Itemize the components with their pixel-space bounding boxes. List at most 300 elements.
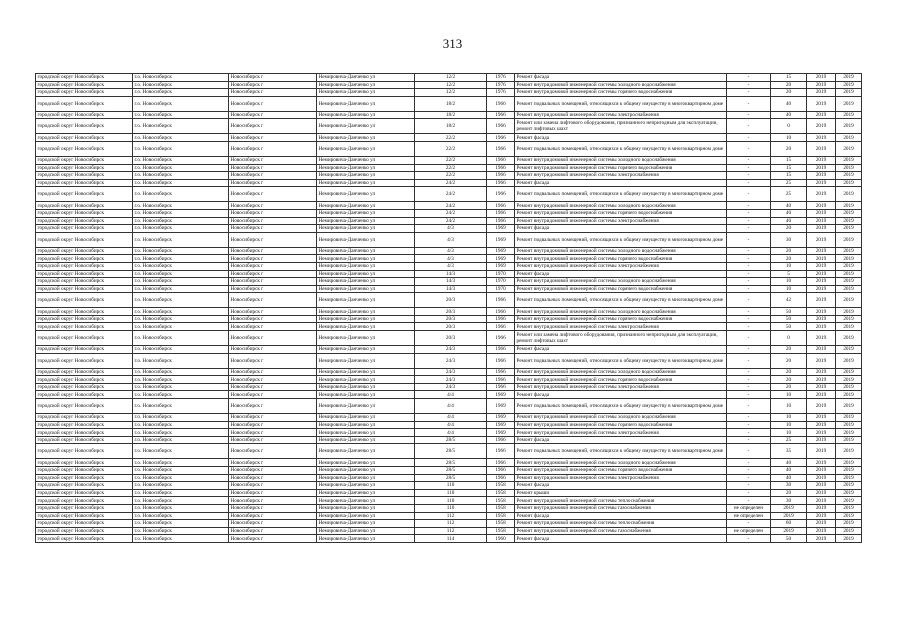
cell-amount: 5 (771, 270, 807, 278)
cell-amount: 20 (771, 81, 807, 89)
cell-street: Немировича-Данченко ул (317, 520, 415, 528)
table-row (36, 156, 862, 164)
cell-house: 24/3 (415, 346, 487, 354)
table-row (36, 255, 862, 263)
cell-year: 1969 (487, 391, 515, 399)
cell-work-type: Ремонт фасада (515, 535, 727, 543)
table-row (36, 89, 862, 97)
cell-house: 12/2 (415, 81, 487, 89)
cell-amount: 40 (771, 111, 807, 119)
cell-house: 24/2 (415, 187, 487, 202)
table-row (36, 383, 862, 391)
cell-locality: г.о. Новосибирск (133, 74, 229, 82)
cell-note: - (727, 391, 771, 399)
cell-house: 28/5 (415, 459, 487, 467)
cell-note: - (727, 520, 771, 528)
cell-note: - (727, 474, 771, 482)
cell-district: городской округ Новосибирск (36, 376, 133, 384)
cell-district: городской округ Новосибирск (36, 467, 133, 475)
cell-start-year: 2019 (807, 141, 836, 156)
cell-note: - (727, 331, 771, 346)
cell-city: Новосибирск г (229, 489, 317, 497)
cell-amount: 20 (771, 353, 807, 368)
cell-house: 4/3 (415, 247, 487, 255)
cell-end-year: 2019 (836, 315, 862, 323)
cell-work-type: Ремонт или замена лифтового оборудования, признанного непригодным для эксплуатации, ремонт лифтовых шахт (515, 119, 727, 134)
cell-year: 1958 (487, 489, 515, 497)
cell-work-type: Ремонт внутридомовой инженерной системы горячего водоснабжения (515, 89, 727, 97)
cell-city: Новосибирск г (229, 232, 317, 247)
cell-locality: г.о. Новосибирск (133, 353, 229, 368)
cell-start-year: 2019 (807, 217, 836, 225)
cell-district: городской округ Новосибирск (36, 141, 133, 156)
cell-district: городской округ Новосибирск (36, 270, 133, 278)
cell-work-type: Ремонт внутридомовой инженерной системы электроснабжения (515, 323, 727, 331)
cell-house: 20/3 (415, 331, 487, 346)
cell-amount: 10 (771, 278, 807, 286)
cell-city: Новосибирск г (229, 383, 317, 391)
cell-street: Немировича-Данченко ул (317, 164, 415, 172)
cell-locality: г.о. Новосибирск (133, 459, 229, 467)
cell-city: Новосибирск г (229, 270, 317, 278)
table-row (36, 308, 862, 316)
cell-work-type: Ремонт внутридомовой инженерной системы холодного водоснабжения (515, 308, 727, 316)
cell-note: - (727, 353, 771, 368)
cell-house: 20/3 (415, 308, 487, 316)
cell-work-type: Ремонт фасада (515, 225, 727, 233)
cell-note: - (727, 164, 771, 172)
cell-end-year: 2019 (836, 141, 862, 156)
cell-street: Немировича-Данченко ул (317, 376, 415, 384)
cell-end-year: 2019 (836, 414, 862, 422)
cell-start-year: 2019 (807, 421, 836, 429)
table-row (36, 489, 862, 497)
cell-year: 1966 (487, 202, 515, 210)
cell-locality: г.о. Новосибирск (133, 96, 229, 111)
cell-start-year: 2019 (807, 232, 836, 247)
cell-start-year: 2019 (807, 278, 836, 286)
cell-start-year: 2019 (807, 119, 836, 134)
cell-work-type: Ремонт внутридомовой инженерной системы электроснабжения (515, 262, 727, 270)
cell-street: Немировича-Данченко ул (317, 497, 415, 505)
cell-note: - (727, 421, 771, 429)
cell-district: городской округ Новосибирск (36, 164, 133, 172)
cell-district: городской округ Новосибирск (36, 504, 133, 512)
cell-house: 4/4 (415, 391, 487, 399)
cell-house: 12/2 (415, 74, 487, 82)
cell-street: Немировича-Данченко ул (317, 436, 415, 444)
cell-work-type: Ремонт внутридомовой инженерной системы холодного водоснабжения (515, 247, 727, 255)
cell-house: 4/4 (415, 399, 487, 414)
cell-start-year: 2019 (807, 96, 836, 111)
cell-district: городской округ Новосибирск (36, 179, 133, 187)
cell-amount: 20 (771, 225, 807, 233)
cell-house: 4/3 (415, 255, 487, 263)
cell-locality: г.о. Новосибирск (133, 383, 229, 391)
cell-year: 1966 (487, 474, 515, 482)
cell-amount: 10 (771, 414, 807, 422)
cell-end-year: 2019 (836, 179, 862, 187)
cell-city: Новосибирск г (229, 421, 317, 429)
cell-end-year: 2019 (836, 217, 862, 225)
cell-year: 1966 (487, 308, 515, 316)
table-row (36, 74, 862, 82)
cell-street: Немировича-Данченко ул (317, 368, 415, 376)
cell-start-year: 2019 (807, 134, 836, 142)
cell-year: 1969 (487, 225, 515, 233)
cell-district: городской округ Новосибирск (36, 172, 133, 180)
cell-note: - (727, 209, 771, 217)
cell-amount: 15 (771, 164, 807, 172)
cell-end-year: 2019 (836, 383, 862, 391)
cell-house: 28/5 (415, 467, 487, 475)
cell-note: - (727, 172, 771, 180)
cell-work-type: Ремонт фасада (515, 391, 727, 399)
cell-work-type: Ремонт внутридомовой инженерной системы электроснабжения (515, 172, 727, 180)
cell-city: Новосибирск г (229, 96, 317, 111)
cell-start-year: 2019 (807, 376, 836, 384)
cell-city: Новосибирск г (229, 285, 317, 293)
cell-end-year: 2019 (836, 399, 862, 414)
cell-locality: г.о. Новосибирск (133, 187, 229, 202)
table-row (36, 247, 862, 255)
cell-work-type: Ремонт внутридомовой инженерной системы горячего водоснабжения (515, 421, 727, 429)
cell-note: - (727, 156, 771, 164)
cell-locality: г.о. Новосибирск (133, 474, 229, 482)
cell-house: 110 (415, 482, 487, 490)
table-row (36, 376, 862, 384)
cell-district: городской округ Новосибирск (36, 482, 133, 490)
cell-amount: 10 (771, 262, 807, 270)
cell-locality: г.о. Новосибирск (133, 391, 229, 399)
cell-end-year: 2019 (836, 293, 862, 308)
table-row (36, 285, 862, 293)
table-row (36, 467, 862, 475)
cell-street: Немировича-Данченко ул (317, 535, 415, 543)
cell-amount: 10 (771, 429, 807, 437)
cell-city: Новосибирск г (229, 467, 317, 475)
cell-end-year: 2019 (836, 520, 862, 528)
cell-year: 1966 (487, 172, 515, 180)
cell-street: Немировича-Данченко ул (317, 172, 415, 180)
cell-note: - (727, 308, 771, 316)
table-row (36, 232, 862, 247)
cell-note: - (727, 89, 771, 97)
cell-street: Немировича-Данченко ул (317, 383, 415, 391)
cell-locality: г.о. Новосибирск (133, 489, 229, 497)
cell-note: - (727, 262, 771, 270)
cell-street: Немировича-Данченко ул (317, 81, 415, 89)
cell-district: городской округ Новосибирск (36, 285, 133, 293)
cell-amount: 0 (771, 331, 807, 346)
table-row (36, 141, 862, 156)
cell-end-year: 2019 (836, 429, 862, 437)
cell-house: 4/4 (415, 429, 487, 437)
cell-house: 14/3 (415, 270, 487, 278)
table-row (36, 270, 862, 278)
cell-city: Новосибирск г (229, 504, 317, 512)
cell-locality: г.о. Новосибирск (133, 247, 229, 255)
cell-note: - (727, 535, 771, 543)
cell-work-type: Ремонт фасада (515, 270, 727, 278)
cell-district: городской округ Новосибирск (36, 308, 133, 316)
cell-work-type: Ремонт внутридомовой инженерной системы холодного водоснабжения (515, 202, 727, 210)
cell-amount: 40 (771, 202, 807, 210)
cell-district: городской округ Новосибирск (36, 323, 133, 331)
table-row (36, 512, 862, 520)
cell-amount: 30 (771, 497, 807, 505)
cell-amount: 10 (771, 285, 807, 293)
cell-work-type: Ремонт фасада (515, 74, 727, 82)
cell-city: Новосибирск г (229, 376, 317, 384)
cell-street: Немировича-Данченко ул (317, 421, 415, 429)
cell-work-type: Ремонт подвальных помещений, относящихся к общему имуществу в многоквартирном доме (515, 399, 727, 414)
cell-start-year: 2019 (807, 429, 836, 437)
table-row (36, 262, 862, 270)
cell-end-year: 2019 (836, 232, 862, 247)
cell-city: Новосибирск г (229, 293, 317, 308)
cell-end-year: 2019 (836, 444, 862, 459)
cell-district: городской округ Новосибирск (36, 119, 133, 134)
cell-year: 1966 (487, 376, 515, 384)
cell-amount: 10 (771, 399, 807, 414)
cell-work-type: Ремонт фасада (515, 436, 727, 444)
cell-district: городской округ Новосибирск (36, 429, 133, 437)
cell-start-year: 2019 (807, 467, 836, 475)
cell-start-year: 2019 (807, 474, 836, 482)
cell-district: городской округ Новосибирск (36, 209, 133, 217)
table-row (36, 353, 862, 368)
cell-city: Новосибирск г (229, 217, 317, 225)
cell-street: Немировича-Данченко ул (317, 323, 415, 331)
cell-amount: 15 (771, 156, 807, 164)
cell-district: городской округ Новосибирск (36, 225, 133, 233)
cell-work-type: Ремонт подвальных помещений, относящихся к общему имуществу в многоквартирном доме (515, 353, 727, 368)
cell-locality: г.о. Новосибирск (133, 278, 229, 286)
table-row (36, 346, 862, 354)
cell-note: - (727, 467, 771, 475)
cell-note: - (727, 376, 771, 384)
cell-note: - (727, 225, 771, 233)
cell-city: Новосибирск г (229, 323, 317, 331)
cell-amount: 10 (771, 134, 807, 142)
cell-house: 20/3 (415, 293, 487, 308)
cell-end-year: 2019 (836, 81, 862, 89)
cell-house: 28/5 (415, 444, 487, 459)
cell-start-year: 2019 (807, 225, 836, 233)
cell-district: городской округ Новосибирск (36, 512, 133, 520)
cell-district: городской округ Новосибирск (36, 527, 133, 535)
table-body (36, 74, 862, 543)
cell-end-year: 2019 (836, 134, 862, 142)
cell-house: 24/3 (415, 368, 487, 376)
cell-end-year: 2019 (836, 421, 862, 429)
cell-note: - (727, 278, 771, 286)
cell-house: 24/3 (415, 383, 487, 391)
table-row (36, 482, 862, 490)
cell-city: Новосибирск г (229, 119, 317, 134)
cell-locality: г.о. Новосибирск (133, 421, 229, 429)
cell-work-type: Ремонт крыши (515, 489, 727, 497)
cell-city: Новосибирск г (229, 156, 317, 164)
cell-end-year: 2019 (836, 172, 862, 180)
cell-locality: г.о. Новосибирск (133, 504, 229, 512)
cell-city: Новосибирск г (229, 414, 317, 422)
cell-end-year: 2019 (836, 512, 862, 520)
table-row (36, 504, 862, 512)
cell-district: городской округ Новосибирск (36, 232, 133, 247)
cell-district: городской округ Новосибирск (36, 346, 133, 354)
cell-amount: 2019 (771, 512, 807, 520)
table-row (36, 187, 862, 202)
table-row (36, 421, 862, 429)
cell-note: не определен (727, 504, 771, 512)
cell-locality: г.о. Новосибирск (133, 331, 229, 346)
cell-street: Немировича-Данченко ул (317, 414, 415, 422)
cell-note: не определен (727, 512, 771, 520)
cell-street: Немировича-Данченко ул (317, 202, 415, 210)
cell-locality: г.о. Новосибирск (133, 527, 229, 535)
cell-house: 112 (415, 520, 487, 528)
cell-street: Немировича-Данченко ул (317, 255, 415, 263)
cell-start-year: 2019 (807, 353, 836, 368)
cell-year: 1966 (487, 187, 515, 202)
cell-end-year: 2019 (836, 482, 862, 490)
cell-house: 4/4 (415, 421, 487, 429)
cell-house: 14/3 (415, 285, 487, 293)
cell-amount: 40 (771, 467, 807, 475)
cell-start-year: 2019 (807, 255, 836, 263)
cell-year: 1958 (487, 482, 515, 490)
cell-start-year: 2019 (807, 179, 836, 187)
cell-city: Новосибирск г (229, 346, 317, 354)
cell-work-type: Ремонт фасада (515, 482, 727, 490)
cell-end-year: 2019 (836, 89, 862, 97)
cell-end-year: 2019 (836, 308, 862, 316)
cell-street: Немировича-Данченко ул (317, 96, 415, 111)
cell-district: городской округ Новосибирск (36, 81, 133, 89)
cell-house: 4/4 (415, 414, 487, 422)
cell-house: 28/5 (415, 436, 487, 444)
cell-street: Немировича-Данченко ул (317, 331, 415, 346)
cell-note: - (727, 436, 771, 444)
cell-start-year: 2019 (807, 512, 836, 520)
cell-year: 1966 (487, 111, 515, 119)
cell-locality: г.о. Новосибирск (133, 429, 229, 437)
cell-end-year: 2019 (836, 119, 862, 134)
cell-start-year: 2019 (807, 459, 836, 467)
cell-end-year: 2019 (836, 331, 862, 346)
cell-end-year: 2019 (836, 353, 862, 368)
cell-start-year: 2019 (807, 368, 836, 376)
cell-street: Немировича-Данченко ул (317, 179, 415, 187)
cell-house: 20/3 (415, 315, 487, 323)
cell-locality: г.о. Новосибирск (133, 179, 229, 187)
cell-year: 1966 (487, 353, 515, 368)
cell-district: городской округ Новосибирск (36, 399, 133, 414)
cell-end-year: 2019 (836, 247, 862, 255)
table-row (36, 111, 862, 119)
cell-district: городской округ Новосибирск (36, 278, 133, 286)
cell-city: Новосибирск г (229, 436, 317, 444)
cell-district: городской округ Новосибирск (36, 217, 133, 225)
cell-amount: 20 (771, 255, 807, 263)
cell-amount: 20 (771, 376, 807, 384)
cell-house: 114 (415, 535, 487, 543)
cell-street: Немировича-Данченко ул (317, 209, 415, 217)
cell-start-year: 2019 (807, 527, 836, 535)
table-row (36, 225, 862, 233)
cell-house: 22/2 (415, 172, 487, 180)
cell-year: 1976 (487, 74, 515, 82)
cell-year: 1966 (487, 134, 515, 142)
cell-start-year: 2019 (807, 315, 836, 323)
cell-amount: 40 (771, 474, 807, 482)
table-row (36, 293, 862, 308)
cell-house: 18/2 (415, 119, 487, 134)
cell-note: - (727, 270, 771, 278)
cell-year: 1970 (487, 278, 515, 286)
cell-start-year: 2019 (807, 383, 836, 391)
cell-amount: 10 (771, 391, 807, 399)
cell-start-year: 2019 (807, 270, 836, 278)
cell-start-year: 2019 (807, 111, 836, 119)
cell-note: - (727, 489, 771, 497)
cell-start-year: 2019 (807, 89, 836, 97)
cell-street: Немировича-Данченко ул (317, 429, 415, 437)
cell-locality: г.о. Новосибирск (133, 225, 229, 233)
table-row (36, 172, 862, 180)
table-row (36, 399, 862, 414)
table-row (36, 497, 862, 505)
cell-locality: г.о. Новосибирск (133, 308, 229, 316)
cell-house: 110 (415, 489, 487, 497)
cell-amount: 0 (771, 119, 807, 134)
cell-note: - (727, 429, 771, 437)
cell-end-year: 2019 (836, 436, 862, 444)
cell-city: Новосибирск г (229, 255, 317, 263)
cell-amount: 25 (771, 436, 807, 444)
cell-note: - (727, 383, 771, 391)
cell-year: 1958 (487, 520, 515, 528)
cell-year: 1966 (487, 164, 515, 172)
cell-note: - (727, 444, 771, 459)
cell-district: городской округ Новосибирск (36, 74, 133, 82)
cell-district: городской округ Новосибирск (36, 353, 133, 368)
cell-start-year: 2019 (807, 247, 836, 255)
cell-start-year: 2019 (807, 346, 836, 354)
cell-end-year: 2019 (836, 96, 862, 111)
cell-work-type: Ремонт внутридомовой инженерной системы электроснабжения (515, 474, 727, 482)
cell-street: Немировича-Данченко ул (317, 262, 415, 270)
table-row (36, 391, 862, 399)
cell-street: Немировича-Данченко ул (317, 89, 415, 97)
cell-amount: 50 (771, 308, 807, 316)
cell-street: Немировича-Данченко ул (317, 512, 415, 520)
cell-district: городской округ Новосибирск (36, 459, 133, 467)
cell-street: Немировича-Данченко ул (317, 111, 415, 119)
cell-locality: г.о. Новосибирск (133, 436, 229, 444)
cell-work-type: Ремонт подвальных помещений, относящихся к общему имуществу в многоквартирном доме (515, 187, 727, 202)
cell-locality: г.о. Новосибирск (133, 520, 229, 528)
cell-street: Немировича-Данченко ул (317, 156, 415, 164)
cell-house: 24/2 (415, 209, 487, 217)
cell-house: 24/3 (415, 376, 487, 384)
cell-district: городской округ Новосибирск (36, 535, 133, 543)
cell-amount: 20 (771, 247, 807, 255)
cell-start-year: 2019 (807, 74, 836, 82)
cell-year: 1958 (487, 497, 515, 505)
